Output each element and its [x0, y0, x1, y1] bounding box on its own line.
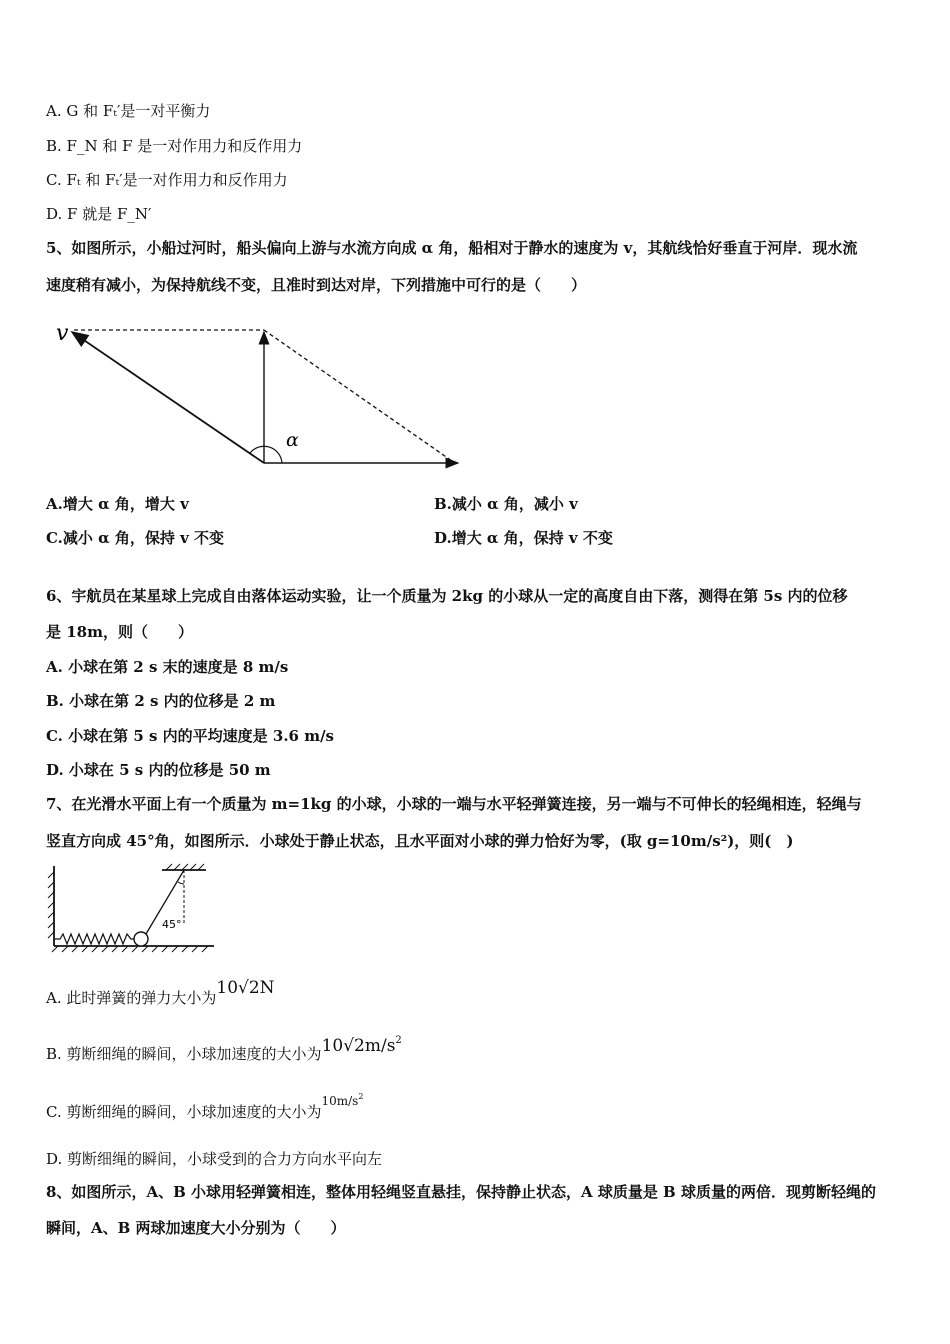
q7-option-c-exp: 2 [358, 1092, 364, 1101]
q6-text-line1: 6、宇航员在某星球上完成自由落体运动实验，让一个质量为 2kg 的小球从一定的高度自由下落，测得在第 5s 内的位移 [46, 587, 848, 605]
q7-option-c-text: C. 剪断细绳的瞬间，小球加速度的大小为 [46, 1103, 322, 1121]
q7-option-d: D. 剪断细绳的瞬间，小球受到的合力方向水平向左 [46, 1150, 383, 1168]
q7-angle-label: 45° [162, 918, 182, 931]
q7-spring [54, 934, 134, 944]
q5-v-label: v [56, 321, 69, 346]
q7-text-line1: 7、在光滑水平面上有一个质量为 m=1kg 的小球，小球的一端与水平轻弹簧连接，另一端与不可伸长的轻绳相连，轻绳与 [46, 795, 862, 813]
q4-option-d: D. F 就是 F_N′ [46, 205, 152, 223]
q6-text-line2: 是 18m，则（ ） [46, 623, 193, 641]
q7-option-c-math: 10m/s [321, 1094, 359, 1108]
q5-alpha-label: α [286, 429, 299, 451]
q7-option-b-text: B. 剪断细绳的瞬间，小球加速度的大小为 [46, 1045, 322, 1063]
q7-option-a-math: 10√2N [216, 978, 275, 998]
q7-option-b-math: 10√2m/s [321, 1036, 396, 1056]
q7-option-b-exp: 2 [395, 1035, 402, 1046]
q5-option-a: A.增大 α 角，增大 v [46, 495, 189, 513]
q7-option-a [46, 978, 275, 1008]
q7-spring-diagram [44, 862, 224, 957]
q7-option-c [46, 1092, 364, 1125]
q4-option-c: C. Fₜ 和 Fₜ′是一对作用力和反作用力 [46, 171, 288, 189]
q6-option-a: A. 小球在第 2 s 末的速度是 8 m/s [46, 658, 289, 676]
q5-option-c: C.减小 α 角，保持 v 不变 [46, 529, 225, 547]
q7-text-line2: 竖直方向成 45°角，如图所示．小球处于静止状态，且水平面对小球的弹力恰好为零，(取 g=10m/s²)，则( ) [46, 832, 794, 850]
q5-text-line2: 速度稍有减小，为保持航线不变，且准时到达对岸，下列措施中可行的是（ ） [46, 276, 587, 294]
q7-option-a-text: A. 此时弹簧的弹力大小为 [46, 989, 217, 1007]
q7-option-b [46, 1035, 402, 1067]
q8-text-line1: 8、如图所示，A、B 小球用轻弹簧相连，整体用轻绳竖直悬挂，保持静止状态，A 球质量是 B 球质量的两倍．现剪断轻绳的 [46, 1183, 876, 1201]
q5-option-d: D.增大 α 角，保持 v 不变 [434, 529, 613, 547]
q6-option-b: B. 小球在第 2 s 内的位移是 2 m [46, 692, 276, 710]
q7-ball [134, 932, 148, 946]
q5-v-arrow [72, 332, 264, 463]
q8-text-line2: 瞬间，A、B 两球加速度大小分别为（ ） [46, 1219, 346, 1237]
q5-text-line1: 5、如图所示，小船过河时，船头偏向上游与水流方向成 α 角，船相对于静水的速度为 v，其航线恰好垂直于河岸．现水流 [46, 239, 858, 257]
q4-option-a: A. G 和 Fₜ′是一对平衡力 [46, 102, 211, 120]
q5-vector-diagram [50, 318, 470, 478]
q5-angle-arc [250, 446, 282, 463]
q4-option-b: B. F_N 和 F 是一对作用力和反作用力 [46, 137, 303, 155]
q6-option-d: D. 小球在 5 s 内的位移是 50 m [46, 761, 271, 779]
q5-option-b: B.减小 α 角，减小 v [434, 495, 578, 513]
q6-option-c: C. 小球在第 5 s 内的平均速度是 3.6 m/s [46, 727, 335, 745]
